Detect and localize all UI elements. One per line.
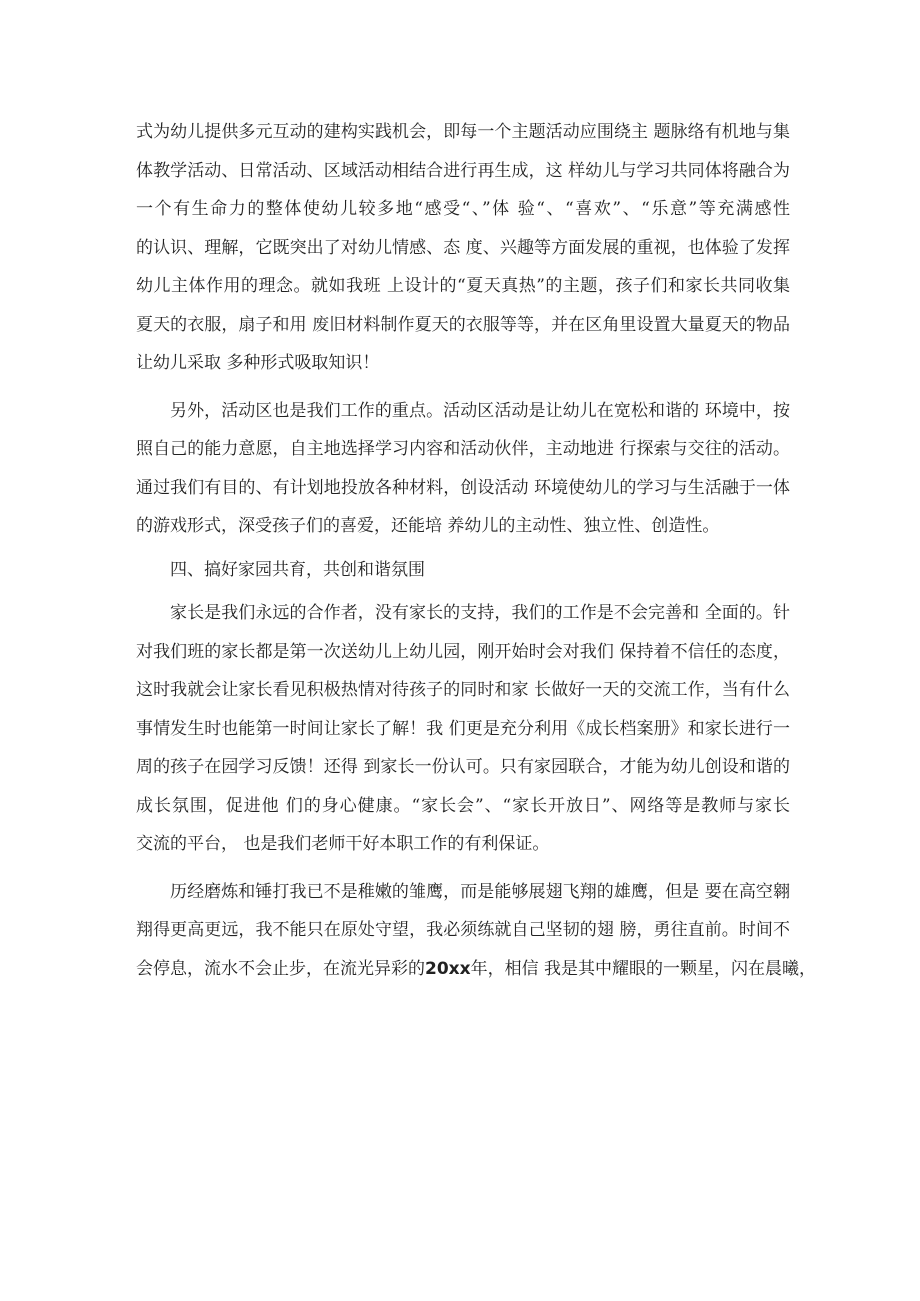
text-line: 通过我们有目的、有计划地投放各种材料，创设活动 环境使幼儿的学习与生活融于一体: [136, 477, 790, 498]
document-body: [136, 113, 816, 988]
text-line: 让幼儿采取 多种形式吸取知识！: [136, 353, 380, 373]
text-segment: 会停息，流水不会止步，在流光异彩的: [136, 958, 425, 979]
paragraph-5: [136, 873, 816, 989]
text-line: 的游戏形式，深受孩子们的喜爱，还能培 养幼儿的主动性、独立性、创造性。: [136, 516, 720, 536]
year-text: 20xx: [425, 958, 471, 979]
paragraph-2: [136, 392, 790, 546]
text-line: 成长氛围，促进他 们的身心健康。“家长会”、“家长开放日”、网络等是教师与家长: [136, 795, 790, 816]
text-line: 这时我就会让家长看见积极热情对待孩子的同时和家 长做好一天的交流工作，当有什么: [136, 680, 790, 700]
text-line: 历经磨炼和锤打我已不是稚嫩的雏鹰，而是能够展翅飞翔的雄鹰，但是 要在高空翱: [170, 881, 790, 902]
text-line: 交流的平台， 也是我们老师干好本职工作的有利保证。: [136, 834, 550, 854]
text-line: 式为幼儿提供多元互动的建构实践机会，即每一个主题活动应围绕主 题脉络有机地与集: [136, 122, 790, 142]
text-line: 翔得更高更远，我不能只在原处守望，我必须练就自己坚韧的翅 膀，勇往直前。时间不: [136, 920, 790, 940]
text-line: 对我们班的家长都是第一次送幼儿上幼儿园，刚开始时会对我们 保持着不信任的态度，: [136, 641, 790, 662]
text-line: 夏天的衣服，扇子和用 废旧材料制作夏天的衣服等等，并在区角里设置大量夏天的物品: [136, 314, 790, 335]
text-line: 照自己的能力意愿，自主地选择学习内容和活动伙伴，主动地进 行探索与交往的活动。: [136, 439, 790, 459]
text-line: 周的孩子在园学习反馈！还得 到家长一份认可。只有家园联合，才能为幼儿创设和谐的: [136, 757, 790, 777]
text-line: 家长是我们永远的合作者，没有家长的支持，我们的工作是不会完善和 全面的。针: [170, 603, 790, 623]
paragraph-4: [136, 594, 790, 864]
paragraph-1: [136, 113, 790, 383]
text-line: 幼儿主体作用的理念。就如我班 上设计的“夏天真热”的主题，孩子们和家长共同收集: [136, 276, 790, 296]
text-segment: 年，相信 我是其中耀眼的一颗星，闪在晨曦，: [470, 958, 816, 979]
text-line: 体教学活动、日常活动、区域活动相结合进行再生成，这 样幼儿与学习共同体将融合为: [136, 160, 790, 181]
text-line: 一个有生命力的整体使幼儿较多地“感受“、”体 验“、“喜欢”、“乐意”等充满感性: [136, 199, 790, 219]
text-line-with-year: [136, 950, 816, 989]
section-heading-text: 四、搞好家园共育，共创和谐氛围: [170, 559, 425, 580]
text-line: 的认识、理解，它既突出了对幼儿情感、态 度、兴趣等方面发展的重视，也体验了发挥: [136, 237, 790, 258]
text-line: 另外，活动区也是我们工作的重点。活动区活动是让幼儿在宽松和谐的 环境中，按: [170, 400, 790, 421]
text-line: 事情发生时也能第一时间让家长了解！我 们更是充分利用《成长档案册》和家长进行一: [136, 718, 790, 739]
section-heading: [136, 551, 790, 590]
